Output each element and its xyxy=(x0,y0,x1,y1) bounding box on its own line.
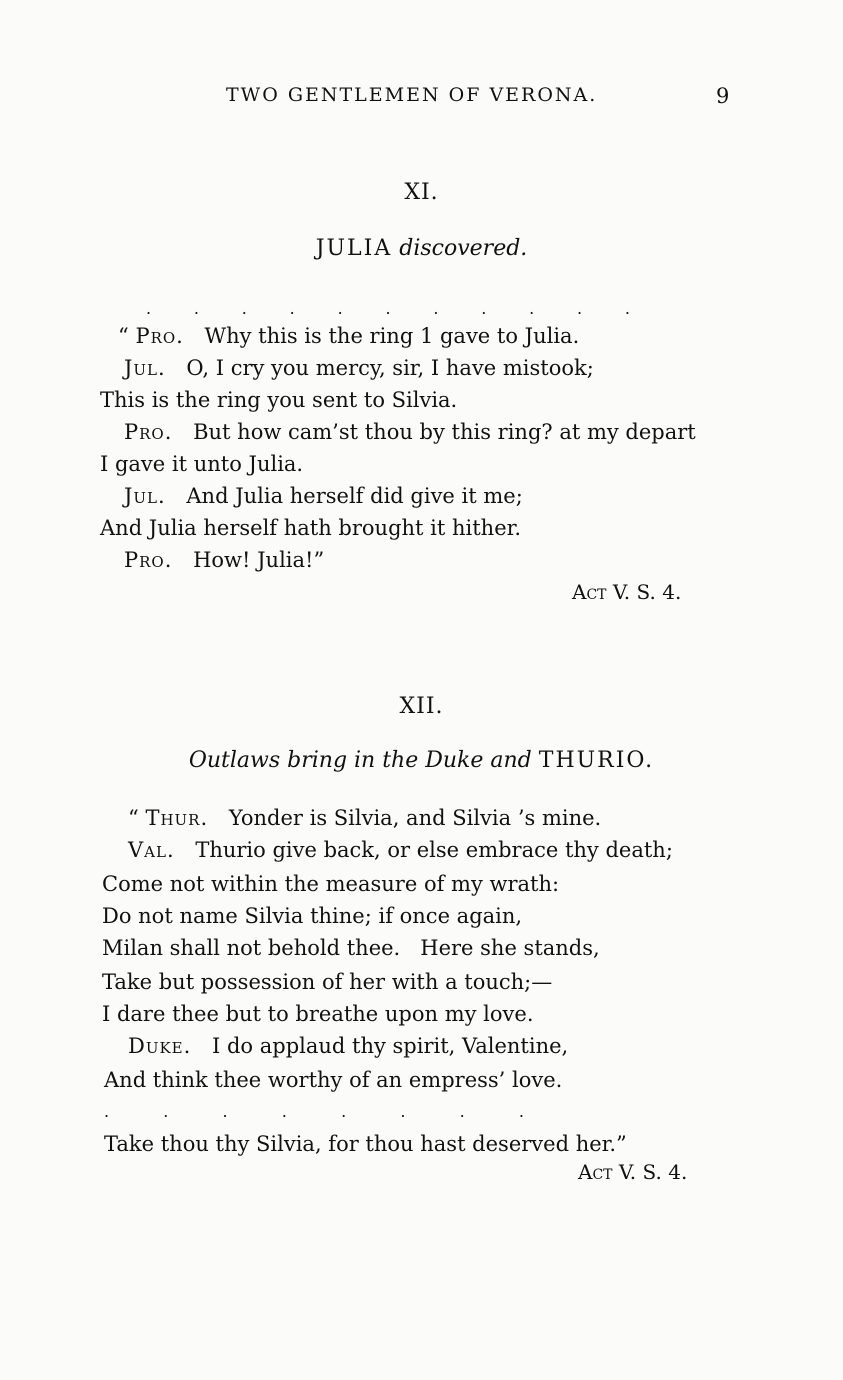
section-number: XI. xyxy=(404,180,439,205)
section-title-italic: Outlaws bring in the Duke and xyxy=(188,748,532,773)
verse-line xyxy=(102,968,552,996)
running-header xyxy=(0,84,843,110)
open-quote: “ xyxy=(118,324,129,348)
act-scene-reference xyxy=(578,1160,687,1184)
verse-line xyxy=(102,1000,534,1028)
verse-line xyxy=(128,836,673,864)
dot: . xyxy=(481,299,487,318)
running-title: TWO GENTLEMEN OF VERONA. xyxy=(226,84,598,106)
verse-line xyxy=(104,1130,627,1158)
dot: . xyxy=(433,299,439,318)
act-label: Act xyxy=(578,1160,613,1184)
section-number: XII. xyxy=(399,694,444,719)
dot: . xyxy=(241,299,247,318)
verse-line xyxy=(102,934,600,962)
verse-line xyxy=(104,1066,562,1094)
verse-line xyxy=(124,418,696,446)
speaker-name: Thur. xyxy=(145,806,209,830)
page-number: 9 xyxy=(716,84,730,108)
dot: . xyxy=(385,299,391,318)
verse-line xyxy=(102,870,559,898)
speaker-name: Pro. xyxy=(124,420,173,444)
verse-line xyxy=(100,514,521,542)
line-text: Come not within the measure of my wrath: xyxy=(102,872,560,896)
section-title xyxy=(0,748,843,773)
act-scene: V. S. 4. xyxy=(618,1160,688,1184)
speaker-name: Duke. xyxy=(128,1034,192,1058)
dot: . xyxy=(624,299,630,318)
line-text: O, I cry you mercy, sir, I have mistook; xyxy=(186,356,594,380)
line-text: Do not name Silvia thine; if once again, xyxy=(102,904,523,928)
verse-line xyxy=(128,1032,568,1060)
dot: . xyxy=(281,1102,287,1121)
line-text: Take thou thy Silvia, for thou hast deserved her.” xyxy=(104,1132,627,1156)
section-title xyxy=(0,236,843,261)
verse-line xyxy=(128,804,601,832)
act-scene-reference xyxy=(572,580,681,604)
line-text: I gave it unto Julia. xyxy=(100,452,304,476)
dot: . xyxy=(341,1102,347,1121)
line-text: Take but possession of her with a touch;— xyxy=(102,970,553,994)
line-text: And Julia herself did give it me; xyxy=(186,484,523,508)
speaker-name: Jul. xyxy=(124,356,166,380)
line-text: Milan shall not behold thee. Here she stands, xyxy=(102,936,600,960)
verse-line xyxy=(102,902,522,930)
speaker-name: Jul. xyxy=(124,484,166,508)
dot: . xyxy=(222,1102,228,1121)
dot: . xyxy=(529,299,535,318)
section-title-name: THURIO. xyxy=(538,748,655,773)
ellipsis-dots xyxy=(104,1102,524,1121)
dot: . xyxy=(146,299,152,318)
speaker-name: Pro. xyxy=(135,324,184,348)
ellipsis-dots xyxy=(146,299,630,318)
verse-line xyxy=(124,482,523,510)
dot: . xyxy=(577,299,583,318)
line-text: And Julia herself hath brought it hither. xyxy=(100,516,522,540)
line-text: Why this is the ring 1 gave to Julia. xyxy=(204,324,580,348)
line-text: I dare thee but to breathe upon my love. xyxy=(102,1002,534,1026)
section-title-italic: discovered. xyxy=(399,236,528,261)
dot: . xyxy=(163,1102,169,1121)
dot: . xyxy=(193,299,199,318)
line-text: Thurio give back, or else embrace thy death; xyxy=(195,838,673,862)
verse-line xyxy=(118,322,579,350)
line-text: I do applaud thy spirit, Valentine, xyxy=(212,1034,569,1058)
dot: . xyxy=(104,1102,110,1121)
dot: . xyxy=(337,299,343,318)
act-label: Act xyxy=(572,580,607,604)
verse-line xyxy=(100,386,457,414)
line-text: How! Julia!” xyxy=(193,548,325,572)
speaker-name: Val. xyxy=(128,838,175,862)
dot: . xyxy=(518,1102,524,1121)
dot: . xyxy=(400,1102,406,1121)
verse-line xyxy=(124,546,324,574)
section-title-name: JULIA xyxy=(315,236,393,261)
dot: . xyxy=(289,299,295,318)
open-quote: “ xyxy=(128,806,139,830)
verse-line xyxy=(124,354,594,382)
verse-line xyxy=(100,450,303,478)
speaker-name: Pro. xyxy=(124,548,173,572)
line-text: But how cam’st thou by this ring? at my depart xyxy=(193,420,696,444)
line-text: This is the ring you sent to Silvia. xyxy=(100,388,458,412)
line-text: Yonder is Silvia, and Silvia ’s mine. xyxy=(228,806,602,830)
dot: . xyxy=(459,1102,465,1121)
line-text: And think thee worthy of an empress’ love. xyxy=(104,1068,563,1092)
act-scene: V. S. 4. xyxy=(612,580,682,604)
